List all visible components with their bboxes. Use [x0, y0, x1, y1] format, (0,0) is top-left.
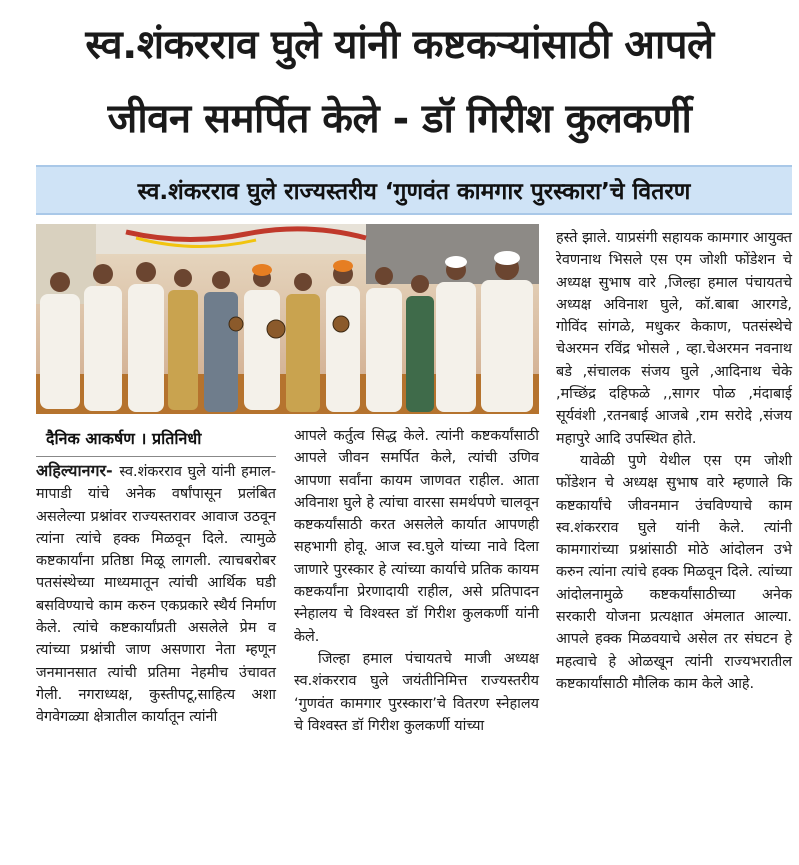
- column-3-paragraph-2: यावेळी पुणे येथील एस एम जोशी फोंडेशन चे अध्यक्ष सुभाष वारे म्हणाले कि कष्टकार्यांचे जीवनमान उंचविण्याचे काम स्व.शंकरराव घुले यांनी केले. त्यांनी कामगारांच्या प्रश्नांसाठी मोठे आंदोलन उभे करुन त्यांना त्यांचे हक्क मिळवून दिले. त्यांच्या आंदोलनामुळे कष्टकर्यांसाठीच्या अनेक सरकारी योजना प्रत्यक्षात अंमलात आल्या. आपले हक्क मिळवयाचे असेल तर संघटन हे महत्वाचे हे ओळखून त्यांनी राज्यभरातील कष्टकार्यांसाठी मौलिक काम केले आहे.: [556, 452, 792, 692]
- byline-divider: [36, 456, 276, 457]
- column-2-paragraph-2: जिल्हा हमाल पंचायतचे माजी अध्यक्ष स्व.शंकरराव घुले जयंतीनिमित्त राज्यस्तरीय ‘गुणवंत कामगार पुरस्कारा’चे वितरण स्नेहालय चे विश्वस्त डॉ गिरीश कुलकर्णी यांच्या: [294, 650, 539, 734]
- article-column-3: [556, 227, 792, 695]
- award-ceremony-photo: [36, 224, 539, 414]
- article-column-2: [294, 425, 539, 737]
- article-column-1: [36, 460, 276, 729]
- event-photo: [36, 224, 539, 414]
- article-subheadline: स्व.शंकरराव घुले राज्यस्तरीय ‘गुणवंत कामगार पुरस्कारा’चे वितरण: [36, 165, 792, 215]
- dateline: अहिल्यानगर-: [36, 461, 120, 480]
- column-1-text: स्व.शंकरराव घुले यांनी हमाल-मापाडी यांचे अनेक वर्षांपासून प्रलंबित असलेल्या प्रश्नांवर राज्यस्तरावर आवाज उठवून त्यांना त्यांचे हक्क मिळवून दिले. त्यामुळे कष्टकार्यांना प्रतिष्ठा मिळू लागली. त्याचबरोबर पतसंस्थेच्या माध्यमातून त्यांची आर्थिक घडी बसविण्याचे काम करुन एकप्रकारे स्थैर्य निर्माण केले. त्यांचे कष्टकार्यांप्रती असलेले प्रेम व त्यांच्या प्रश्नांची जाण असणारा नेता म्हणून जनमानसात त्यांची प्रतिमा नेहमीच उंचावत गेली. नगराध्यक्ष, कुस्तीपटू,साहित्य अशा वेगवेगळ्या क्षेत्रातील कार्यातून त्यांनी: [36, 464, 276, 726]
- column-2-paragraph-1: आपले कर्तुत्व सिद्ध केले. त्यांनी कष्टकर्यांसाठी आपले जीवन समर्पित केले, त्यांची उणिव आपणा सर्वांना कायम जाणवत राहील. आता अविनाश घुले हे त्यांचा वारसा समर्थपणे चालवून कष्टकर्यांसाठी करत असलेले कार्यात आपणही सहभागी होवू. आज स्व.घुले यांच्या नावे दिला जाणारे पुरस्कार हे त्यांच्या कार्याचे प्रतिक कायम कष्टकर्यांना प्रेरणादायी राहील, असे प्रतिपादन स्नेहालय चे विश्वस्त डॉ गिरीश कुलकर्णी यांनी केले.: [294, 428, 539, 645]
- headline-line-1: स्व.शंकरराव घुले यांनी कष्टकऱ्यांसाठी आपले: [85, 22, 714, 68]
- article-headline: [10, 8, 789, 164]
- column-1-paragraph: [36, 460, 276, 729]
- headline-line-2: जीवन समर्पित केले - डॉ गिरीश कुलकर्णी: [107, 96, 692, 142]
- byline: दैनिक आकर्षण । प्रतिनिधी: [46, 429, 202, 448]
- column-3-paragraph-1: हस्ते झाले. याप्रसंगी सहायक कामगार आयुक्त रेवणनाथ भिसले एस एम जोशी फोंडेशन चे अध्यक्ष सुभाष वारे ,जिल्हा हमाल पंचायतचे अध्यक्ष अविनाश घुले, कॉ.बाबा आरगडे, गोविंद सांगळे, मधुकर केकाण, पतसंस्थेचे चेअरमन रविंद्र भोसले , व्हा.चेअरमन नवनाथ बडे ,संचालक संजय घुले ,आदिनाथ चेके ,मच्छिंद्र दहिफळे ,,सागर पोळ ,मंदाबाई सूर्यवंशी ,रतनबाई आजबे ,राम सरोदे ,संजय महापुरे आदि उपस्थित होते.: [556, 230, 792, 447]
